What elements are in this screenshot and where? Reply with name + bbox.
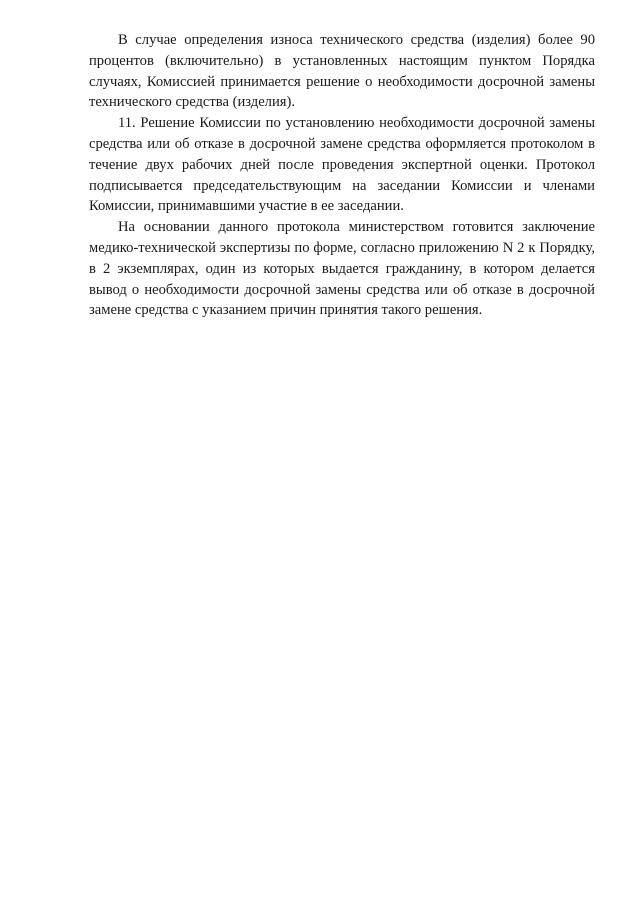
- document-body: [89, 30, 595, 321]
- paragraph-wear-replacement: В случае определения износа технического средства (изделия) более 90 процентов (включительно) в установленных настоящим пунктом Порядка случаях, Комиссией принимается решение о необходимости досрочной замены технического средства (изделия).: [89, 32, 595, 111]
- paragraph-expertise-conclusion: На основании данного протокола министерством готовится заключение медико-технической экспертизы по форме, согласно приложению N 2 к Порядку, в 2 экземплярах, один из которых выдается гражданину, в котором делается вывод о необходимости досрочной замены средства или об отказе в досрочной замене средства с указанием причин принятия такого решения.: [89, 219, 595, 319]
- paragraph-commission-decision: 11. Решение Комиссии по установлению необходимости досрочной замены средства или об отказе в досрочной замене средства оформляется протоколом в течение двух рабочих дней после проведения экспертной оценки. Протокол подписывается председательствующим на заседании Комиссии и членами Комиссии, принимавшими участие в ее заседании.: [89, 115, 595, 215]
